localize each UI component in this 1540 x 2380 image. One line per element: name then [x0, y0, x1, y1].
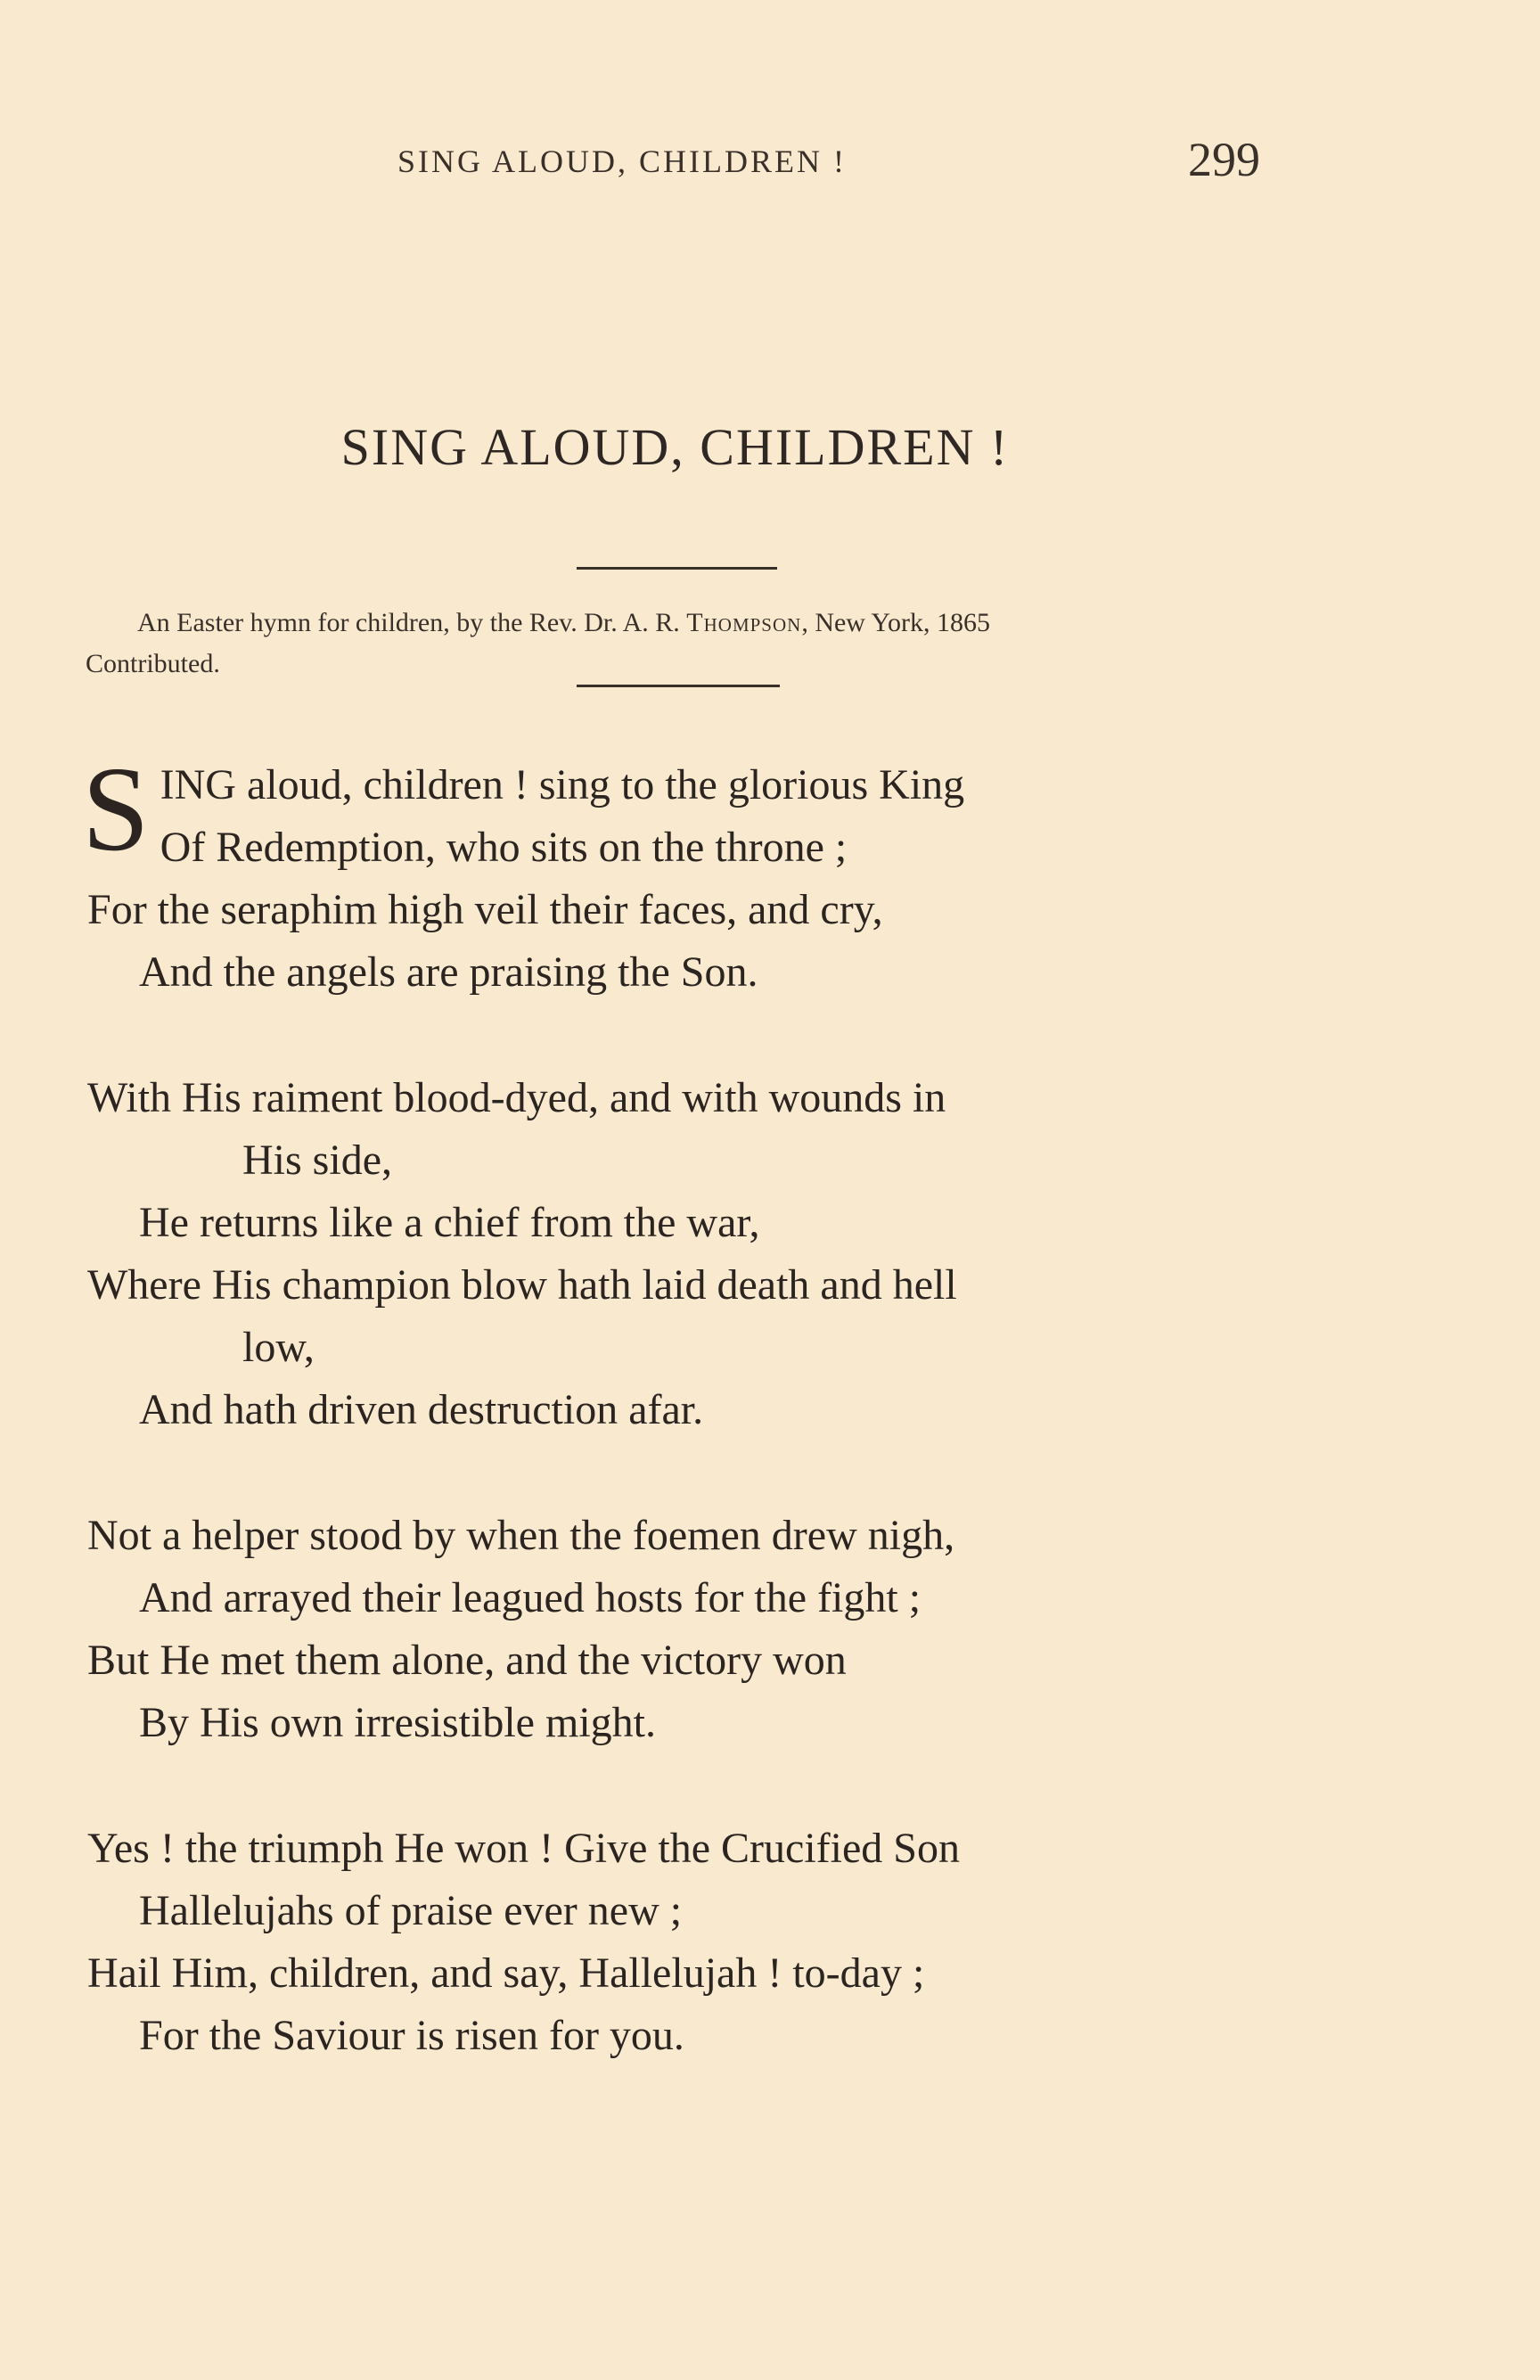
poem-line: Hallelujahs of praise ever new ; [139, 1887, 683, 1934]
poem-line: For the seraphim high veil their faces, and cry, [87, 886, 883, 933]
poem-line: And the angels are praising the Son. [139, 948, 758, 996]
poem-line: His side, [242, 1137, 392, 1184]
poem-line: Where His champion blow hath laid death and hell [87, 1261, 957, 1309]
poem-line: With His raiment blood-dyed, and with wounds in [87, 1074, 946, 1121]
poem-line: Yes ! the triumph He won ! Give the Crucified Son [87, 1825, 960, 1872]
poem-line: ING aloud, children ! sing to the glorious King [160, 761, 965, 808]
note-rule-bottom [577, 685, 780, 687]
poem-line: For the Saviour is risen for you. [139, 2012, 684, 2059]
page-number: 299 [1188, 133, 1260, 186]
source-note-author: Thompson [686, 608, 802, 637]
poem-line: He returns like a chief from the war, [139, 1199, 760, 1246]
poem-line: Not a helper stood by when the foemen drew nigh, [87, 1512, 955, 1559]
source-note-text: An Easter hymn for children, by the Rev. Dr. A. R. [137, 608, 687, 637]
title-rule-top [577, 567, 777, 570]
source-note-place-year: , New York, 1865 [801, 608, 990, 637]
hymn-title: SING ALOUD, CHILDREN ! [340, 418, 1010, 476]
poem-line: Of Redemption, who sits on the throne ; [160, 824, 848, 871]
poem [82, 743, 1282, 2130]
drop-cap: S [82, 743, 150, 876]
stanza-2 [87, 1067, 1282, 1441]
source-note-line1 [86, 603, 1262, 644]
stanza-3 [87, 1505, 1282, 1754]
running-title: SING ALOUD, CHILDREN ! [397, 144, 847, 179]
poem-line: And hath driven destruction afar. [139, 1386, 704, 1433]
stanza-1 [82, 743, 1282, 1004]
hymn-source-note [86, 603, 1262, 685]
poem-line: By His own irresistible might. [139, 1699, 656, 1746]
poem-line: But He met them alone, and the victory won [87, 1637, 847, 1684]
source-note-line2: Contributed. [86, 649, 220, 678]
poem-line: And arrayed their leagued hosts for the fight ; [139, 1574, 922, 1621]
poem-line: low, [242, 1324, 315, 1371]
poem-line: Hail Him, children, and say, Hallelujah ! to-day ; [87, 1949, 925, 1997]
stanza-4 [87, 1818, 1282, 2067]
